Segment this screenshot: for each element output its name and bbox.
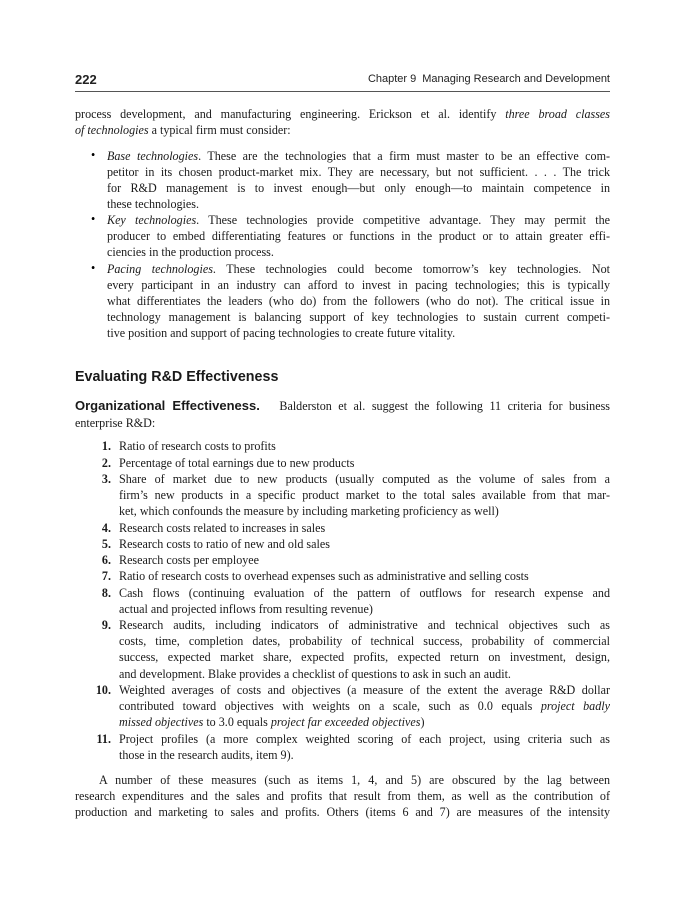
bullet-3-text: . These technologies could become tomorrow’s key technologies. Not [212, 262, 610, 276]
bullet-marker: • [91, 261, 96, 275]
criterion-1: Ratio of research costs to profits [119, 439, 276, 453]
list-number: 10. [95, 683, 111, 697]
intro-text-1a: process development, and manufacturing engineering. Erickson et al. identify [75, 107, 506, 121]
bullet-3-line-5: tive position and support of pacing technologies to create future vitality. [107, 326, 456, 340]
criterion-9-line-3: success, expected market share, expected profits, expected return on investment, design, [119, 650, 610, 664]
criterion-7: Ratio of research costs to overhead expenses such as administrative and selling costs [119, 569, 529, 583]
closing-line-1: A number of these measures (such as items 1, 4, and 5) are obscured by the lag between [99, 773, 610, 787]
running-title [368, 73, 610, 85]
bullet-2-term: Key technologies [107, 213, 197, 227]
list-number: 2. [101, 456, 111, 470]
criterion-11-line-1: Project profiles (a more complex weighted scoring of each project, using criteria such as [119, 732, 610, 746]
chapter-label: Chapter 9 [367, 73, 417, 85]
bullet-3-term: Pacing technologies [107, 262, 213, 276]
bullet-3-line-3: what differentiates the leaders (who do) from the followers (who do not). The critical issue in [107, 294, 610, 308]
closing-line-3: production and marketing to sales and profits. Others (items 6 and 7) are measures of the intensity [75, 805, 610, 819]
intro-line-2 [75, 122, 291, 138]
list-number: 3. [101, 472, 111, 486]
page-number: 222 [75, 72, 97, 87]
criterion-11-line-2: those in the research audits, item 9). [119, 748, 294, 762]
list-number: 1. [101, 439, 111, 453]
criterion-10-text-3b: to 3.0 equals [203, 715, 271, 729]
bullet-3-line-4: technology management is balancing support of key technologies to sustain current competi- [107, 310, 610, 324]
criterion-5: Research costs to ratio of new and old sales [119, 537, 330, 551]
subsection-line-2: enterprise R&D: [75, 416, 156, 430]
criterion-10-text-3d: ) [420, 715, 425, 729]
closing-line-2: research expenditures and the sales and profits that result from them, as well as the contribution of [75, 789, 610, 803]
running-header [75, 72, 610, 90]
criterion-10-line-1: Weighted averages of costs and objectives (a measure of the extent the average R&D dollar [119, 683, 610, 697]
criterion-10-line-3 [119, 714, 425, 730]
bullet-2-line-1 [107, 212, 610, 228]
criterion-4: Research costs related to increases in sales [119, 521, 326, 535]
intro-text-2b: a typical firm must consider: [148, 123, 291, 137]
header-rule [75, 91, 610, 92]
list-number: 11. [96, 732, 111, 746]
subsection-line-1 [75, 398, 610, 414]
criterion-9-line-2: costs, time, completion dates, probability of technical success, probability of commercial [119, 634, 610, 648]
criterion-10-text-2b: project badly [540, 699, 610, 713]
bullet-1-line-1 [107, 148, 610, 164]
bullet-2-line-2: producer to embed differentiating features or functions in the product or to attain greater effi- [107, 229, 610, 243]
bullet-marker: • [91, 212, 96, 226]
list-number: 4. [101, 521, 111, 535]
bullet-3-line-1 [107, 261, 610, 277]
criterion-3-line-1: Share of market due to new products (usually computed as the volume of sales from a [119, 472, 610, 486]
criterion-10-text-3c: project far exceeded objectives [270, 715, 421, 729]
bullet-1-line-4: these technologies. [107, 197, 200, 211]
intro-line-1 [75, 106, 610, 122]
subsection-text-1: Balderston et al. suggest the following 11 criteria for business [279, 399, 610, 413]
criterion-9-line-1: Research audits, including indicators of administrative and technical objectives such as [119, 618, 610, 632]
criterion-3-line-3: ket, which confounds the measure by including marketing proficiency as well) [119, 504, 499, 518]
intro-text-1b: three broad classes [505, 107, 610, 121]
list-number: 9. [101, 618, 111, 632]
list-number: 8. [101, 586, 111, 600]
section-heading: Evaluating R&D Effectiveness [75, 369, 279, 385]
bullet-1-line-3: for R&D management is to invest enough—but only enough—to maintain competence in [107, 181, 610, 195]
criterion-2: Percentage of total earnings due to new products [119, 456, 355, 470]
bullet-2-text: . These technologies provide competitive advantage. They may permit the [196, 213, 610, 227]
subsection-title: Organizational Effectiveness. [75, 398, 260, 413]
intro-text-2a: of technologies [75, 123, 149, 137]
bullet-1-line-2: petitor in its chosen product-market mix. They are necessary, but not sufficient. . . . The trick [107, 165, 610, 179]
criterion-8-line-1: Cash flows (continuing evaluation of the pattern of outflows for research expense and [119, 586, 610, 600]
bullet-1-term: Base technologies [107, 149, 199, 163]
bullet-3-line-2: every participant in an industry can afford to invest in pacing technologies; this is typically [107, 278, 610, 292]
criterion-9-line-4: and development. Blake provides a checklist of questions to ask in such an audit. [119, 667, 511, 681]
list-number: 5. [101, 537, 111, 551]
list-number: 6. [101, 553, 111, 567]
criterion-6: Research costs per employee [119, 553, 260, 567]
criterion-10-text-2a: contributed toward objectives with weights on a scale, such as 0.0 equals [119, 699, 541, 713]
criterion-10-line-2 [119, 698, 610, 714]
criterion-3-line-2: firm’s new products in a specific product market to the total sales available from that mar- [119, 488, 610, 502]
bullet-marker: • [91, 148, 96, 162]
bullet-2-line-3: ciencies in the production process. [107, 245, 274, 259]
criterion-8-line-2: actual and projected inflows from resulting revenue) [119, 602, 373, 616]
list-number: 7. [101, 569, 111, 583]
bullet-1-text: . These are the technologies that a firm must master to be an effective com- [198, 149, 610, 163]
criterion-10-text-3a: missed objectives [119, 715, 204, 729]
chapter-title: Managing Research and Development [422, 73, 610, 85]
